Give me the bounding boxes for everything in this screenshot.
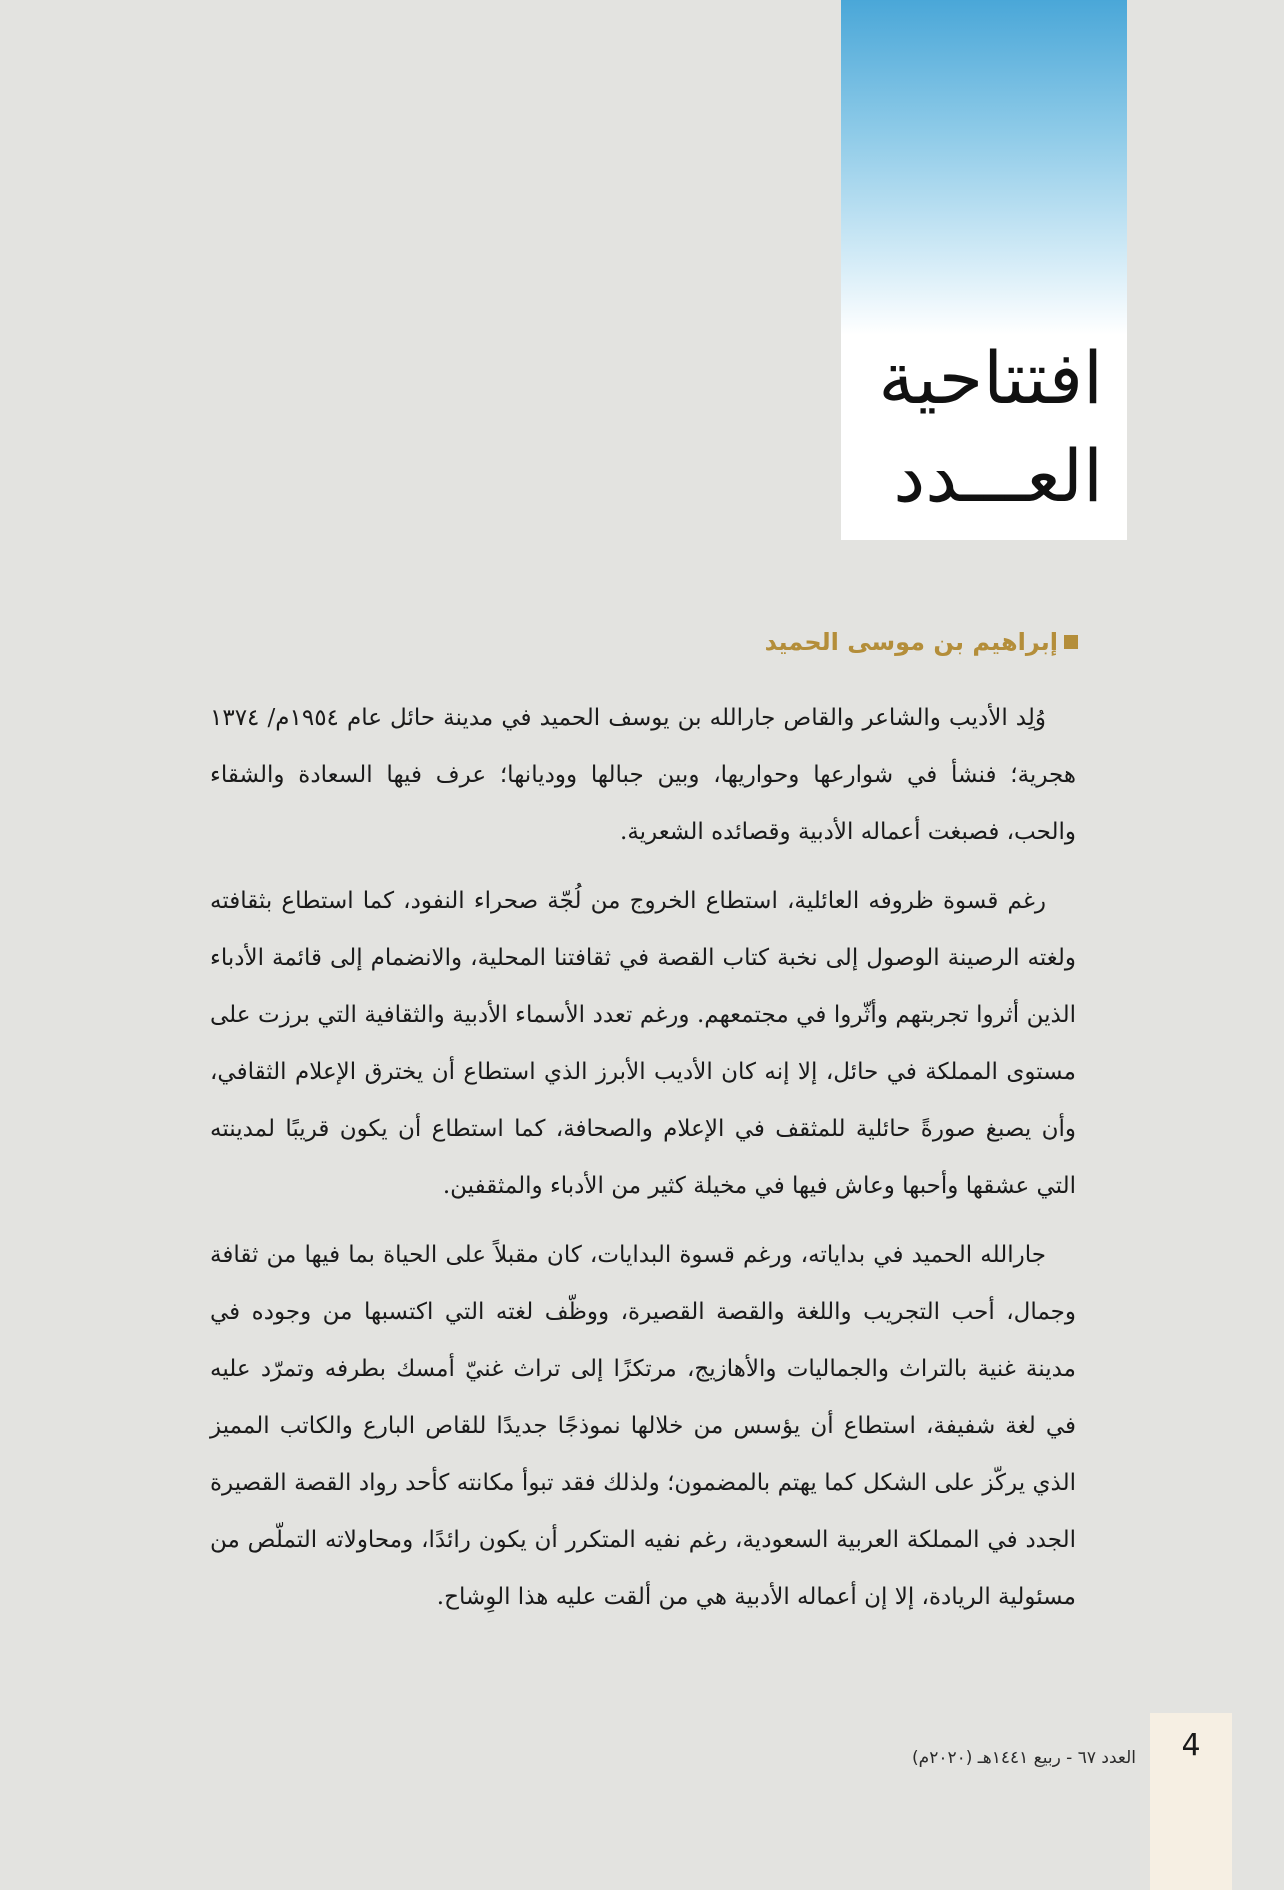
page-title-line2: العـــدد xyxy=(893,434,1103,518)
page-number: 4 xyxy=(1181,1728,1201,1763)
paragraph-2: رغم قسوة ظروفه العائلية، استطاع الخروج من لُجّة صحراء النفود، كما استطاع بثقافته ولغته الرصينة الوصول إلى نخبة كتاب القصة في ثقافتنا المحلية، والانضمام إلى قائمة الأدباء الذين أثروا تجربتهم وأثّروا في مجتمعهم. ورغم تعدد الأسماء الأدبية والثقافية التي برزت على مستوى المملكة في حائل، إلا إنه كان الأديب الأبرز الذي استطاع أن يخترق الإعلام الثقافي، وأن يصبغ صورةً حائلية للمثقف في الإعلام والصحافة، كما استطاع أن يكون قريبًا لمدينته التي عشقها وأحبها وعاش فيها في مخيلة كثير من الأدباء والمثقفين. xyxy=(210,888,1076,1199)
author-name: إبراهيم بن موسى الحميد xyxy=(764,628,1058,656)
paragraph-1: وُلِد الأديب والشاعر والقاص جارالله بن يوسف الحميد في مدينة حائل عام ١٩٥٤م/ ١٣٧٤ هجرية؛ فنشأ في شوارعها وحواريها، وبين جبالها ووديانها؛ عرف فيها السعادة والشقاء والحب، فصبغت أعماله الأدبية وقصائده الشعرية. xyxy=(210,705,1076,845)
square-bullet-icon xyxy=(1064,635,1078,649)
paragraph-3: جارالله الحميد في بداياته، ورغم قسوة البدايات، كان مقبلاً على الحياة بما فيها من ثقافة وجمال، أحب التجريب واللغة والقصة القصيرة، ووظّف لغته التي اكتسبها من وجوده في مدينة غنية بالتراث والجماليات والأهازيج، مرتكزًا إلى تراث غنيّ أمسك بطرفه وتمرّد عليه في لغة شفيفة، استطاع أن يؤسس من خلالها نموذجًا جديدًا للقاص البارع والكاتب المميز الذي يركّز على الشكل كما يهتم بالمضمون؛ ولذلك فقد تبوأ مكانته كأحد رواد القصة القصيرة الجدد في المملكة العربية السعودية، رغم نفيه المتكرر أن يكون رائدًا، ومحاولاته التملّص من مسئولية الريادة، إلا إن أعماله الأدبية هي من ألقت عليه هذا الوِشاح. xyxy=(210,1242,1076,1610)
title-panel xyxy=(841,0,1127,540)
issue-info: العدد ٦٧ - ربيع ١٤٤١هـ (٢٠٢٠م) xyxy=(912,1748,1136,1768)
author-byline xyxy=(765,628,1078,656)
page-title-line1: افتتاحية xyxy=(878,336,1103,420)
article-body xyxy=(210,690,1076,1638)
